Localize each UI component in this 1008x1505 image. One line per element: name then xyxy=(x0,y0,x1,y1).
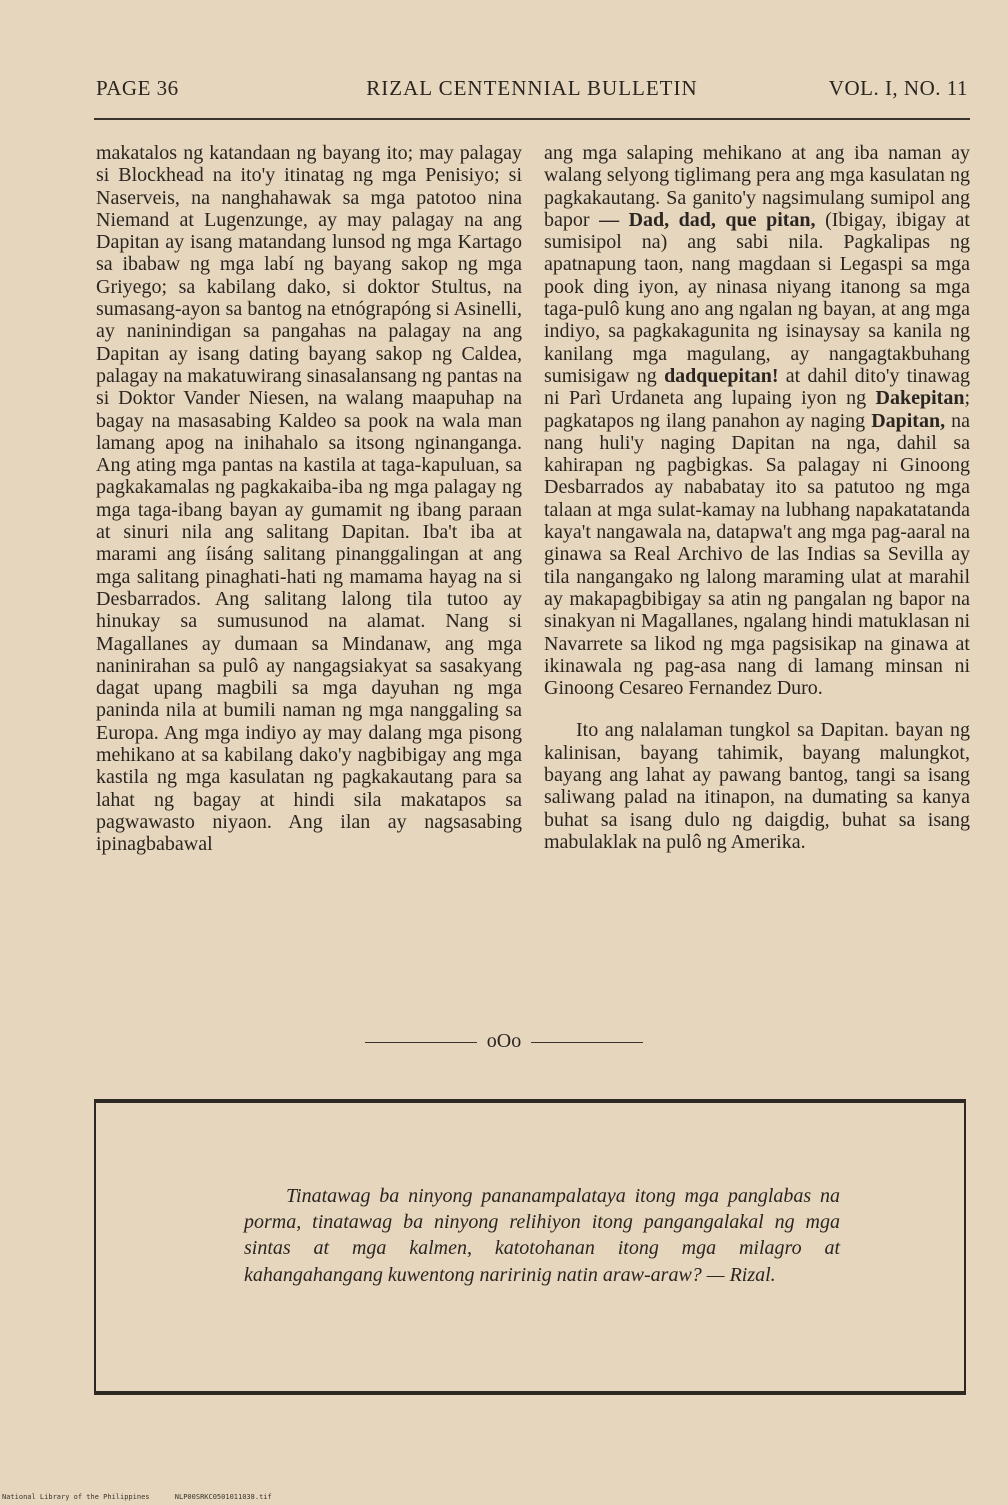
bold-phrase: dadquepitan! xyxy=(664,364,779,387)
quote-text: Tinatawag ba ninyong pananampalataya itong mga panglabas na porma, tinatawag ba ninyong relihiyon itong pangangalakal ng mga sintas at mga kalmen, katotohanan itong mga milagro at kahangahangang kuwentong naririnig natin araw-araw? — Rizal. xyxy=(244,1185,840,1286)
bold-phrase: Dapitan, xyxy=(871,409,946,432)
header-divider xyxy=(94,118,970,120)
right-column xyxy=(544,142,970,853)
bold-phrase: — Dad, dad, que pitan, xyxy=(599,208,816,231)
publication-title: RIZAL CENTENNIAL BULLETIN xyxy=(366,76,698,100)
ornament-rule-left xyxy=(365,1042,477,1043)
section-ornament xyxy=(0,1030,1008,1053)
text-run: ; pagkatapos ng ilang panahon ay naging xyxy=(544,387,970,432)
rizal-quote xyxy=(244,1183,840,1288)
ornament-text: oOo xyxy=(486,1030,522,1052)
right-column-paragraph-2: Ito ang nalalaman tungkol sa Dapitan. bayan ng kalinisan, bayang tahimik, bayang malungkot, bayang ang lahat ay pawang bantog, tangi sa isang saliwang palad na itinapon, na dumating sa kanya buhat sa isang dulo ng daigdig, buhat sa isang mabulaklak na pulô ng Amerika. xyxy=(544,719,970,853)
volume-number: VOL. I, NO. 11 xyxy=(828,76,968,100)
text-run: at dahil dito'y tinawag ni Parì Urdaneta ang lupaing iyon ng xyxy=(544,364,971,410)
left-column-paragraph: makatalos ng katandaan ng bayang ito; may palagay si Blockhead na ito'y itinatag ng mga Penisiyo; si Naserveis, na nanghahawak sa mga patotoo nina Niemand at Lugenzunge, ay may palagay na ang Dapitan ay isang matandang lunsod ng mga Kartago sa ibabaw ng mga labí ng bayang sakop ng mga Griyego; sa kabilang dako, si doktor Stultus, na sumasang-ayon sa bantog na etnógrapóng si Asinelli, ay naninindigan sa pangahas na palagay na ang Dapitan ay isang dating bayang sakop ng Caldea, palagay na makatuwirang sinasalansang ng pantas na si Doktor Vander Niesen, na walang maapuhap na bagay na masasabing Kaldeo sa pook na wala man lamang apog na inihahalo sa itsong nginanganga. Ang ating mga pantas na kastila at taga-kapuluan, sa pagkakamalas ng pagkakaiba-iba ng mga palagay ng mga taga-ibang bayan ay gumamit ng ibang paraan at sinuri nila ang salitang Dapitan. Iba't iba at marami ang íisáng salitang pinanggalingan at ang mga salitang pinaghati-hati ng mamama hayag na si Desbarrados. Ang salitang lalong tila tutoo ay hinukay sa sumusunod na alamat. Nang si Magallanes ay dumaan sa Mindanaw, ang mga naninirahan sa pulô ay nangagsiakyat sa sasakyang dagat upang magbili sa mga dayuhan ng mga paninda nila at bumili naman ng mga nanggaling sa Europa. Ang mga indiyo ay may dalang mga pisong mehikano at sa kabilang dako'y nagbibigay ang mga kastila ng mga kasulatan ng pagkakautang para sa lahat ng bagay at hindi sila makatapos sa pagwawasto niyaon. Ang ilan ay nagsasabing ipinagbabawal xyxy=(96,142,522,856)
text-run: ang mga salaping mehikano at ang iba naman ay walang selyong tiglimang pera ang mga kasulatan ng pagkakautang. Sa ganito'y nagsimulang sumipol ang bapor xyxy=(544,142,970,231)
text-run: (Ibigay, ibigay at sumisipol na) ang sabi nila. Pagkalipas ng apatnapung taon, nang magdaan si Legaspi sa mga pook ding iyon, ay ninasa niyang itanong sa mga taga-pulô kung ano ang ngalan ng bayan, at ang mga indiyo, sa pagkakagunita ng isinaysay sa kanila ng kanilang mga magulang, ay nangagtakbuhang sumisigaw ng xyxy=(544,208,970,387)
text-run: na nang huli'y naging Dapitan na nga, dahil sa kahirapan ng pagbigkas. Sa palagay ni Ginoong Desbarrados ay nababatay ito sa patutoo ng mga talaan at mga sulat-kamay na lubhang napakatatanda kaya't nangawala na, datapwa't ang mga pag-aaral na ginawa sa Real Archivo de las Indias sa Sevilla ay tila nangangako ng lalong maraming ulat at marahil ay makapagbibigay sa atin ng pangalan ng bapor na sinakyan ni Magallanes, ngalang hindi matuklasan ni Navarrete sa likod ng mga pagsisikap na ginawa at ikinawala ng pag-asa nang di lamang minsan ni Ginoong Cesareo Fernandez Duro. xyxy=(544,409,970,700)
left-column xyxy=(96,142,522,856)
page-number: PAGE 36 xyxy=(96,76,179,100)
ornament-rule-right xyxy=(531,1042,643,1043)
page-header xyxy=(96,76,968,106)
bold-phrase: Dakepitan xyxy=(875,387,965,410)
right-column-paragraph-1 xyxy=(544,142,970,699)
scan-footer: National Library of the Philippines NLP00SRKC0501011038.tif xyxy=(2,1493,272,1501)
